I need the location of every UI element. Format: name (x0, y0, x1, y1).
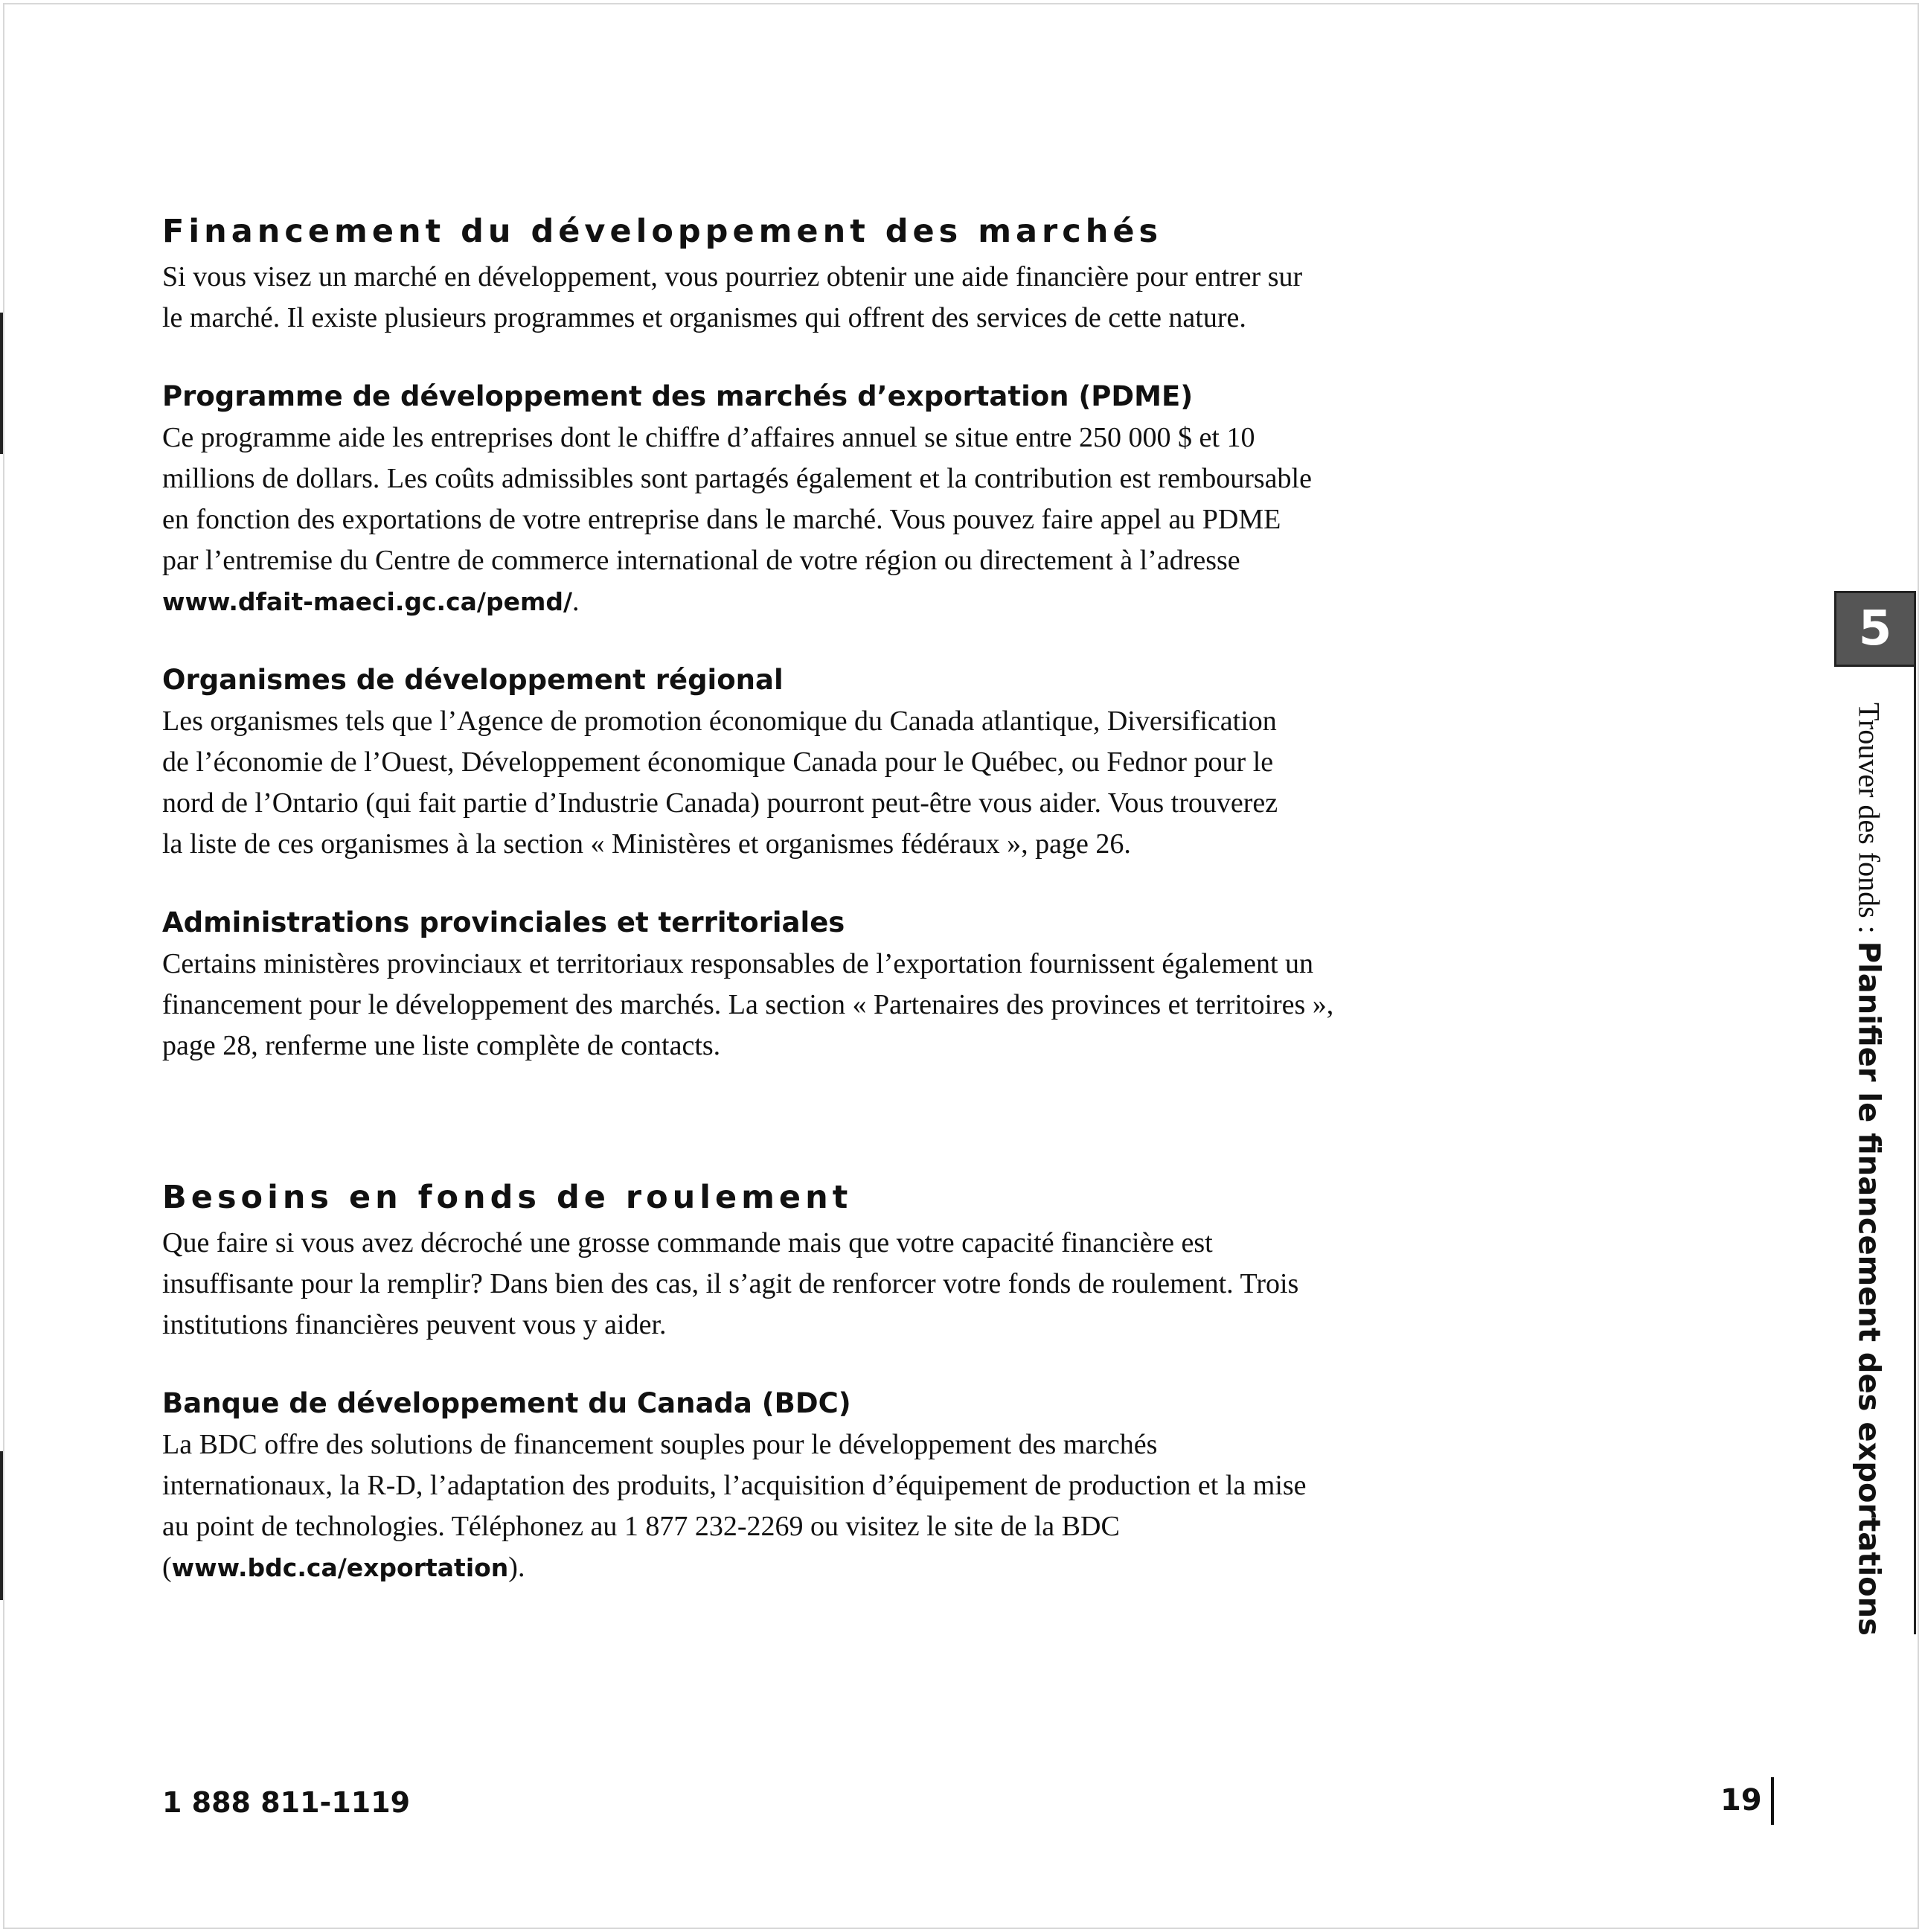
bdc-body (162, 1424, 1308, 1588)
main-content (162, 212, 1353, 1588)
working-capital-body: Que faire si vous avez décroché une grosse commande mais que votre capacité financière est insuffisante pour la remplir? Dans bien des cas, il s’agit de renforcer votre fonds de roulement. Trois institutions financières peuvent vous y aider. (162, 1226, 1299, 1340)
subheading-pdme: Programme de développement des marchés d’exportation (PDME) (162, 380, 1194, 412)
section-heading-market-development: Financement du développement des marchés (162, 213, 1163, 250)
bdc-after: ). (508, 1551, 525, 1583)
subheading-bdc: Banque de développement du Canada (BDC) (162, 1386, 851, 1419)
footer-phone: 1 888 811-1119 (162, 1786, 411, 1819)
page-number-rule (1771, 1777, 1774, 1825)
binding-edge (0, 313, 3, 454)
sidebar-rule (1914, 667, 1916, 1634)
section-heading-working-capital: Besoins en fonds de roulement (162, 1179, 853, 1217)
bdc-link[interactable]: www.bdc.ca/exportation (171, 1552, 509, 1582)
chapter-number: 5 (1858, 601, 1892, 656)
bdc-text: La BDC offre des solutions de financement souples pour le développement des marchés internationaux, la R-D, l’adaptation des produits, l’acquisition d’équipement de production et la mise au point de technologies. Téléphonez au 1 877 232-2269 ou visitez le site de la BDC ( (162, 1428, 1307, 1583)
subheading-provincial: Administrations provinciales et territoriales (162, 906, 845, 938)
subheading-regional: Organismes de développement régional (162, 663, 784, 696)
pdme-text: Ce programme aide les entreprises dont le chiffre d’affaires annuel se situe entre 250 000 $ et 10 millions de dollars. Les coûts admissibles sont partagés également et la contribution est remboursable en fonction des exportations de votre entreprise dans le marché. Vous pouvez faire appel au PDME par l’entremise du Centre de commerce international de votre région ou directement à l’adresse (162, 421, 1312, 576)
regional-body: Les organismes tels que l’Agence de promotion économique du Canada atlantique, Diversification de l’économie de l’Ouest, Développement économique Canada pour le Québec, ou Fednor pour le nord de l’Ontario (qui fait partie d’Industrie Canada) pourront peut-être vous aider. Vous trouverez la liste de ces organismes à la section « Ministères et organismes fédéraux », page 26. (162, 705, 1278, 860)
sidebar-title-bold: Planifier le financement des exportations (1851, 941, 1886, 1636)
provincial-body: Certains ministères provinciaux et territoriaux responsables de l’exportation fournissent également un financement pour le développement des marchés. La section « Partenaires des provinces et territoires », page 28, renferme une liste complète de contacts. (162, 948, 1334, 1062)
pdme-after: . (572, 585, 580, 617)
pdme-body (162, 418, 1323, 622)
sidebar-chapter-title (1852, 703, 1887, 1636)
sidebar-title-regular: Trouver des fonds : (1852, 703, 1886, 941)
pdme-link[interactable]: www.dfait-maeci.gc.ca/pemd/ (162, 586, 573, 616)
binding-edge (0, 1451, 3, 1600)
section-body: Si vous visez un marché en développement, vous pourriez obtenir une aide financière pour entrer sur le marché. Il existe plusieurs programmes et organismes qui offrent des services de cette nature. (162, 260, 1303, 333)
page-number: 19 (1720, 1783, 1762, 1817)
chapter-tab (1834, 591, 1916, 667)
